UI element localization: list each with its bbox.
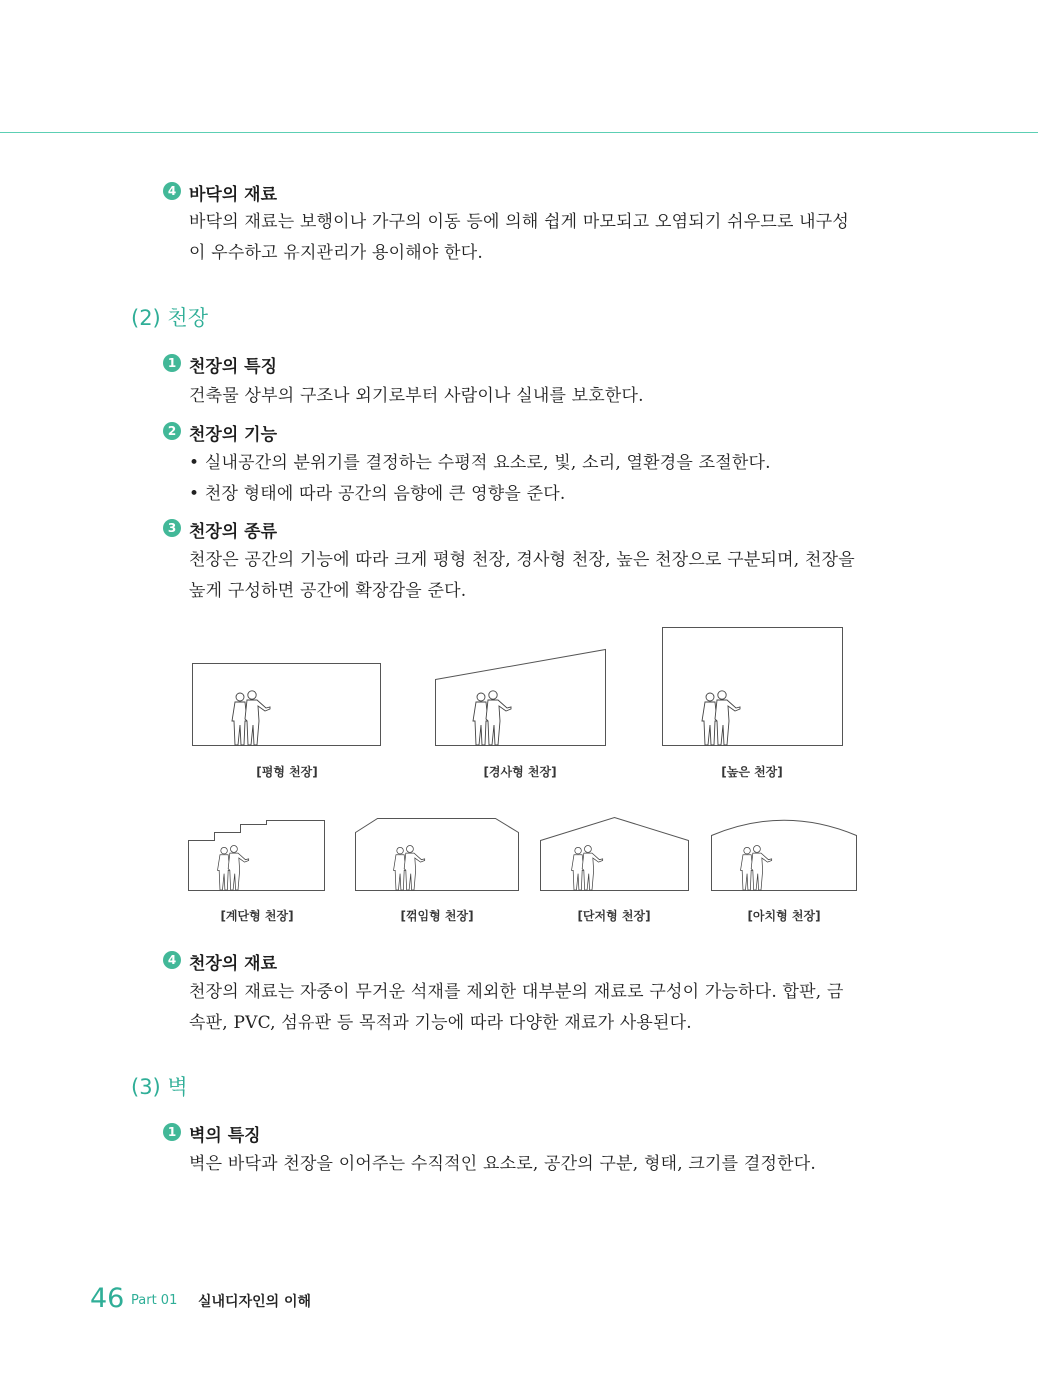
item-number-badge: 4	[163, 951, 181, 969]
ceiling-material-line-2: 속판, PVC, 섬유판 등 목적과 기능에 따라 다양한 재료가 사용된다.	[189, 1013, 692, 1033]
sloped-ceiling-diagram	[436, 650, 606, 746]
footer-chapter-title: 실내디자인의 이해	[198, 1294, 312, 1310]
stepped-ceiling-diagram	[189, 821, 325, 891]
ceiling-function-line-2: • 천장 형태에 따라 공간의 음향에 큰 영향을 준다.	[189, 484, 566, 504]
item-number-badge: 1	[163, 1123, 181, 1141]
item-number-badge: 4	[163, 182, 181, 200]
section-title-wall: (3) 벽	[131, 1075, 188, 1099]
floor-material-line-1: 바닥의 재료는 보행이나 가구의 이동 등에 의해 쉽게 마모되고 오염되기 쉬우므로 내구성	[189, 212, 850, 232]
figure-caption-high: [높은 천장]	[721, 765, 783, 779]
figure-caption-flat: [평형 천장]	[256, 765, 318, 779]
section-title-ceiling: (2) 천장	[131, 306, 208, 330]
figure-caption-gable: [단저형 천장]	[577, 909, 651, 923]
footer-part-label: Part 01	[131, 1293, 178, 1308]
page-number: 46	[90, 1283, 125, 1314]
ceiling-feature-line-1: 건축물 상부의 구조나 외기로부터 사람이나 실내를 보호한다.	[189, 386, 644, 406]
figure-caption-arch: [아치형 천장]	[747, 909, 821, 923]
ceiling-material-heading: 천장의 재료	[189, 954, 278, 974]
flat-ceiling-diagram	[193, 664, 381, 746]
item-number-badge: 3	[163, 519, 181, 537]
gable-ceiling-diagram	[541, 818, 689, 891]
ceiling-function-heading: 천장의 기능	[189, 425, 278, 445]
floor-material-heading: 바닥의 재료	[189, 185, 278, 205]
folded-ceiling-diagram	[356, 819, 519, 891]
floor-material-line-2: 이 우수하고 유지관리가 용이해야 한다.	[189, 243, 483, 263]
figure-caption-stepped: [계단형 천장]	[220, 909, 294, 923]
wall-feature-line-1: 벽은 바닥과 천장을 이어주는 수직적인 요소로, 공간의 구분, 형태, 크기를 결정한다.	[189, 1154, 816, 1174]
ceiling-function-line-1: • 실내공간의 분위기를 결정하는 수평적 요소로, 빛, 소리, 열환경을 조절한다.	[189, 453, 771, 473]
ceiling-material-line-1: 천장의 재료는 자중이 무거운 석재를 제외한 대부분의 재료로 구성이 가능하다. 합판, 금	[189, 982, 844, 1002]
item-number-badge: 1	[163, 354, 181, 372]
ceiling-type-line-2: 높게 구성하면 공간에 확장감을 준다.	[189, 581, 467, 601]
wall-feature-heading: 벽의 특징	[189, 1126, 261, 1146]
ceiling-type-line-1: 천장은 공간의 기능에 따라 크게 평형 천장, 경사형 천장, 높은 천장으로 구분되며, 천장을	[189, 550, 855, 570]
ceiling-feature-heading: 천장의 특징	[189, 357, 278, 377]
arch-ceiling-diagram	[712, 820, 857, 890]
item-number-badge: 2	[163, 422, 181, 440]
ceiling-type-heading: 천장의 종류	[189, 522, 278, 542]
figure-caption-sloped: [경사형 천장]	[483, 765, 557, 779]
figure-caption-folded: [꺾임형 천장]	[400, 909, 474, 923]
high-ceiling-diagram	[663, 628, 843, 746]
